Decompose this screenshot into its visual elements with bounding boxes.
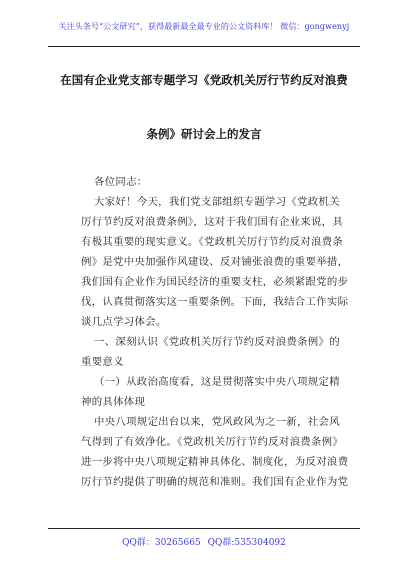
section-heading: 重要意义	[81, 356, 124, 368]
footer-qq-group-2: QQ群:535304092	[207, 538, 286, 548]
paragraph-line: 例》是党中央加强作风建设、反对铺张浪费的重要举措，	[81, 256, 349, 268]
paragraph-line: 有极其重要的现实意义。《党政机关厉行节约反对浪费条	[81, 236, 344, 248]
salutation: 各位同志：	[94, 176, 148, 188]
subsection-heading: （一）从政治高度看，这是贯彻落实中央八项规定精	[94, 376, 340, 388]
document-title-line-1: 在国有企业党支部专题学习《党政机关厉行节约反对浪费	[60, 73, 348, 87]
footer	[0, 535, 408, 548]
paragraph-line: 中央八项规定出台以来，党风政风为之一新，社会风	[94, 416, 340, 428]
section-heading: 一、深刻认识《党政机关厉行节约反对浪费条例》的	[94, 336, 340, 348]
paragraph-line: 谈几点学习体会。	[81, 316, 167, 328]
header-banner: 关注头条号“公文研究”，获得最新最全最专业的公文资料库！ 微信：gongwenyj	[58, 22, 350, 31]
paragraph-line: 气得到了有效净化。《党政机关厉行节约反对浪费条例》	[81, 436, 344, 448]
subsection-heading: 神的具体体现	[81, 396, 146, 408]
header-divider	[48, 46, 360, 47]
paragraph-line: 大家好！今天，我们党支部组织专题学习《党政机关	[94, 196, 340, 208]
paragraph-line: 伐，认真贯彻落实这一重要条例。下面，我结合工作实际	[81, 296, 349, 308]
footer-divider	[48, 528, 360, 529]
paragraph-line: 厉行节约提供了明确的规范和准则。我们国有企业作为党	[81, 476, 349, 488]
paragraph-line: 进一步将中央八项规定精神具体化、制度化，为反对浪费	[81, 456, 349, 468]
footer-qq-group-1: QQ群：30265665	[122, 538, 201, 548]
document-title-line-2: 条例》研讨会上的发言	[146, 127, 262, 141]
paragraph-line: 厉行节约反对浪费条例》，这对于我们国有企业来说，具	[81, 216, 344, 228]
paragraph-line: 我们国有企业作为国民经济的重要支柱，必须紧跟党的步	[81, 276, 349, 288]
